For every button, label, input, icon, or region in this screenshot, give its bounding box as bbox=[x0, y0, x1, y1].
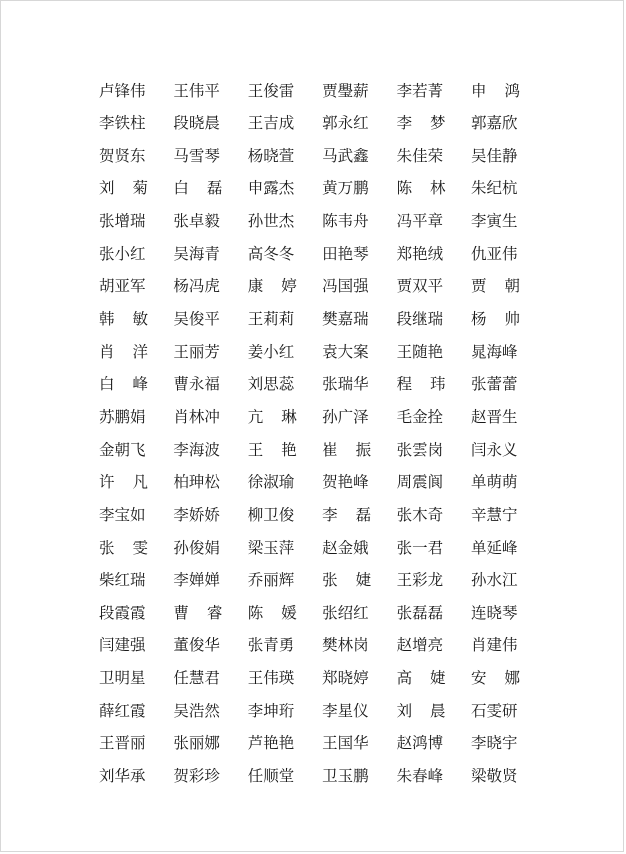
name-entry: 申 鸿 bbox=[470, 81, 520, 100]
name-entry: 梁敬贤 bbox=[470, 767, 518, 786]
name-entry: 白 磊 bbox=[173, 179, 223, 198]
name-entry: 赵金娥 bbox=[322, 538, 369, 557]
name-entry: 王俊雷 bbox=[247, 81, 295, 100]
name-entry: 张 雯 bbox=[99, 538, 148, 557]
name-entry: 亢 琳 bbox=[247, 407, 297, 426]
name-entry: 吴海青 bbox=[173, 244, 220, 263]
name-entry: 黄万鹏 bbox=[322, 179, 369, 198]
name-entry: 赵增亮 bbox=[396, 636, 444, 655]
name-entry: 徐淑瑜 bbox=[247, 473, 295, 492]
name-entry: 王伟瑛 bbox=[247, 669, 295, 688]
name-entry: 陈 媛 bbox=[247, 603, 297, 622]
name-entry: 朱春峰 bbox=[396, 767, 444, 786]
name-entry: 肖建伟 bbox=[470, 636, 518, 655]
name-entry: 闫建强 bbox=[99, 636, 146, 655]
name-entry: 张磊磊 bbox=[396, 603, 444, 622]
name-entry: 冯国强 bbox=[322, 277, 369, 296]
name-entry: 张雲岗 bbox=[396, 440, 444, 459]
name-entry: 贾璺薪 bbox=[322, 81, 369, 100]
name-entry: 郑艳绒 bbox=[396, 244, 444, 263]
name-entry: 高冬冬 bbox=[247, 244, 295, 263]
name-entry: 吴浩然 bbox=[173, 701, 220, 720]
name-entry: 陈韦舟 bbox=[322, 212, 369, 231]
name-entry: 崔 振 bbox=[322, 440, 372, 459]
name-entry: 樊林岗 bbox=[322, 636, 369, 655]
name-entry: 任顺堂 bbox=[247, 767, 295, 786]
name-entry: 薛红霞 bbox=[99, 701, 146, 720]
name-entry: 张丽娜 bbox=[173, 734, 220, 753]
name-entry: 刘思蕊 bbox=[247, 375, 295, 394]
name-entry: 张增瑞 bbox=[99, 212, 146, 231]
name-entry: 姜小红 bbox=[247, 342, 295, 361]
name-entry: 卢锋伟 bbox=[99, 81, 146, 100]
name-entry: 申露杰 bbox=[247, 179, 295, 198]
name-entry: 郭永红 bbox=[322, 114, 369, 133]
name-entry: 田艳琴 bbox=[322, 244, 369, 263]
name-entry: 袁大案 bbox=[322, 342, 369, 361]
name-entry: 刘华承 bbox=[99, 767, 146, 786]
name-entry: 李婵婵 bbox=[173, 571, 220, 590]
name-entry: 郭嘉欣 bbox=[470, 114, 518, 133]
name-entry: 朱佳荣 bbox=[396, 146, 444, 165]
name-entry: 马武鑫 bbox=[322, 146, 369, 165]
name-entry: 程 玮 bbox=[396, 375, 446, 394]
name-entry: 王晋丽 bbox=[99, 734, 146, 753]
name-entry: 李 磊 bbox=[322, 505, 372, 524]
name-entry: 孙广泽 bbox=[322, 407, 369, 426]
name-entry: 赵晋生 bbox=[470, 407, 518, 426]
name-entry: 白 峰 bbox=[99, 375, 148, 394]
name-entry: 梁玉萍 bbox=[247, 538, 295, 557]
name-entry: 王随艳 bbox=[396, 342, 444, 361]
name-entry: 段霞霞 bbox=[99, 603, 146, 622]
name-entry: 赵鸿博 bbox=[396, 734, 444, 753]
name-entry: 贺彩珍 bbox=[173, 767, 220, 786]
name-entry: 张卓毅 bbox=[173, 212, 220, 231]
name-entry: 乔丽辉 bbox=[247, 571, 295, 590]
name-entry: 张青勇 bbox=[247, 636, 295, 655]
name-entry: 肖 洋 bbox=[99, 342, 148, 361]
name-entry: 曹 睿 bbox=[173, 603, 223, 622]
name-entry: 杨 帅 bbox=[470, 310, 520, 329]
name-entry: 王伟平 bbox=[173, 81, 220, 100]
name-entry: 张一君 bbox=[396, 538, 444, 557]
name-entry: 金朝飞 bbox=[99, 440, 146, 459]
name-entry: 单延峰 bbox=[470, 538, 518, 557]
name-entry: 肖林冲 bbox=[173, 407, 220, 426]
name-entry: 韩 敏 bbox=[99, 310, 148, 329]
name-entry: 王 艳 bbox=[247, 440, 297, 459]
name-entry: 段晓晨 bbox=[173, 114, 220, 133]
name-entry: 仇亚伟 bbox=[470, 244, 518, 263]
name-entry: 胡亚军 bbox=[99, 277, 146, 296]
name-entry: 贾双平 bbox=[396, 277, 444, 296]
name-entry: 李晓宇 bbox=[470, 734, 518, 753]
name-entry: 张木奇 bbox=[396, 505, 444, 524]
name-entry: 康 婷 bbox=[247, 277, 297, 296]
name-entry: 张 婕 bbox=[322, 571, 372, 590]
name-entry: 单萌萌 bbox=[470, 473, 518, 492]
name-entry: 曹永福 bbox=[173, 375, 220, 394]
name-entry: 闫永义 bbox=[470, 440, 518, 459]
name-entry: 马雪琴 bbox=[173, 146, 220, 165]
name-entry: 孙水江 bbox=[470, 571, 518, 590]
name-entry: 周震阆 bbox=[396, 473, 444, 492]
name-entry: 孙俊娟 bbox=[173, 538, 220, 557]
name-entry: 张小红 bbox=[99, 244, 146, 263]
name-entry: 吴佳静 bbox=[470, 146, 518, 165]
name-entry: 李 梦 bbox=[396, 114, 446, 133]
name-entry: 李铁柱 bbox=[99, 114, 146, 133]
name-entry: 李宝如 bbox=[99, 505, 146, 524]
name-entry: 樊嘉瑞 bbox=[322, 310, 369, 329]
name-entry: 段继瑞 bbox=[396, 310, 444, 329]
name-entry: 连晓琴 bbox=[470, 603, 518, 622]
name-entry: 王丽芳 bbox=[173, 342, 220, 361]
name-entry: 张瑞华 bbox=[322, 375, 369, 394]
name-entry: 张绍红 bbox=[322, 603, 369, 622]
name-entry: 王莉莉 bbox=[247, 310, 295, 329]
name-entry: 柳卫俊 bbox=[247, 505, 295, 524]
name-entry: 刘 晨 bbox=[396, 701, 446, 720]
name-entry: 吴俊平 bbox=[173, 310, 220, 329]
name-entry: 王吉成 bbox=[247, 114, 295, 133]
name-entry: 陈 林 bbox=[396, 179, 446, 198]
name-entry: 贾 朝 bbox=[470, 277, 520, 296]
name-entry: 孙世杰 bbox=[247, 212, 295, 231]
name-entry: 毛金拴 bbox=[396, 407, 444, 426]
name-entry: 李坤珩 bbox=[247, 701, 295, 720]
name-entry: 贺艳峰 bbox=[322, 473, 369, 492]
name-list-grid bbox=[99, 75, 533, 793]
name-entry: 冯平章 bbox=[396, 212, 444, 231]
name-entry: 朱纪杭 bbox=[470, 179, 518, 198]
name-entry: 苏鹏娟 bbox=[99, 407, 146, 426]
name-entry: 郑晓婷 bbox=[322, 669, 369, 688]
name-entry: 王国华 bbox=[322, 734, 369, 753]
name-entry: 王彩龙 bbox=[396, 571, 444, 590]
name-entry: 辛慧宁 bbox=[470, 505, 518, 524]
name-entry: 晁海峰 bbox=[470, 342, 518, 361]
name-entry: 卫明星 bbox=[99, 669, 146, 688]
name-entry: 李海波 bbox=[173, 440, 220, 459]
name-entry: 李寅生 bbox=[470, 212, 518, 231]
name-entry: 李娇娇 bbox=[173, 505, 220, 524]
name-entry: 柴红瑞 bbox=[99, 571, 146, 590]
name-entry: 卫玉鹏 bbox=[322, 767, 369, 786]
name-entry: 石雯研 bbox=[470, 701, 518, 720]
name-entry: 杨晓萱 bbox=[247, 146, 295, 165]
name-entry: 许 凡 bbox=[99, 473, 148, 492]
name-entry: 李星仪 bbox=[322, 701, 369, 720]
name-entry: 芦艳艳 bbox=[247, 734, 295, 753]
name-entry: 任慧君 bbox=[173, 669, 220, 688]
name-entry: 刘 菊 bbox=[99, 179, 148, 198]
name-entry: 高 婕 bbox=[396, 669, 446, 688]
name-entry: 贺贤东 bbox=[99, 146, 146, 165]
name-entry: 安 娜 bbox=[470, 669, 520, 688]
name-entry: 杨冯虎 bbox=[173, 277, 220, 296]
name-entry: 张蕾蕾 bbox=[470, 375, 518, 394]
name-entry: 董俊华 bbox=[173, 636, 220, 655]
name-entry: 柏珅松 bbox=[173, 473, 220, 492]
name-entry: 李若菁 bbox=[396, 81, 444, 100]
